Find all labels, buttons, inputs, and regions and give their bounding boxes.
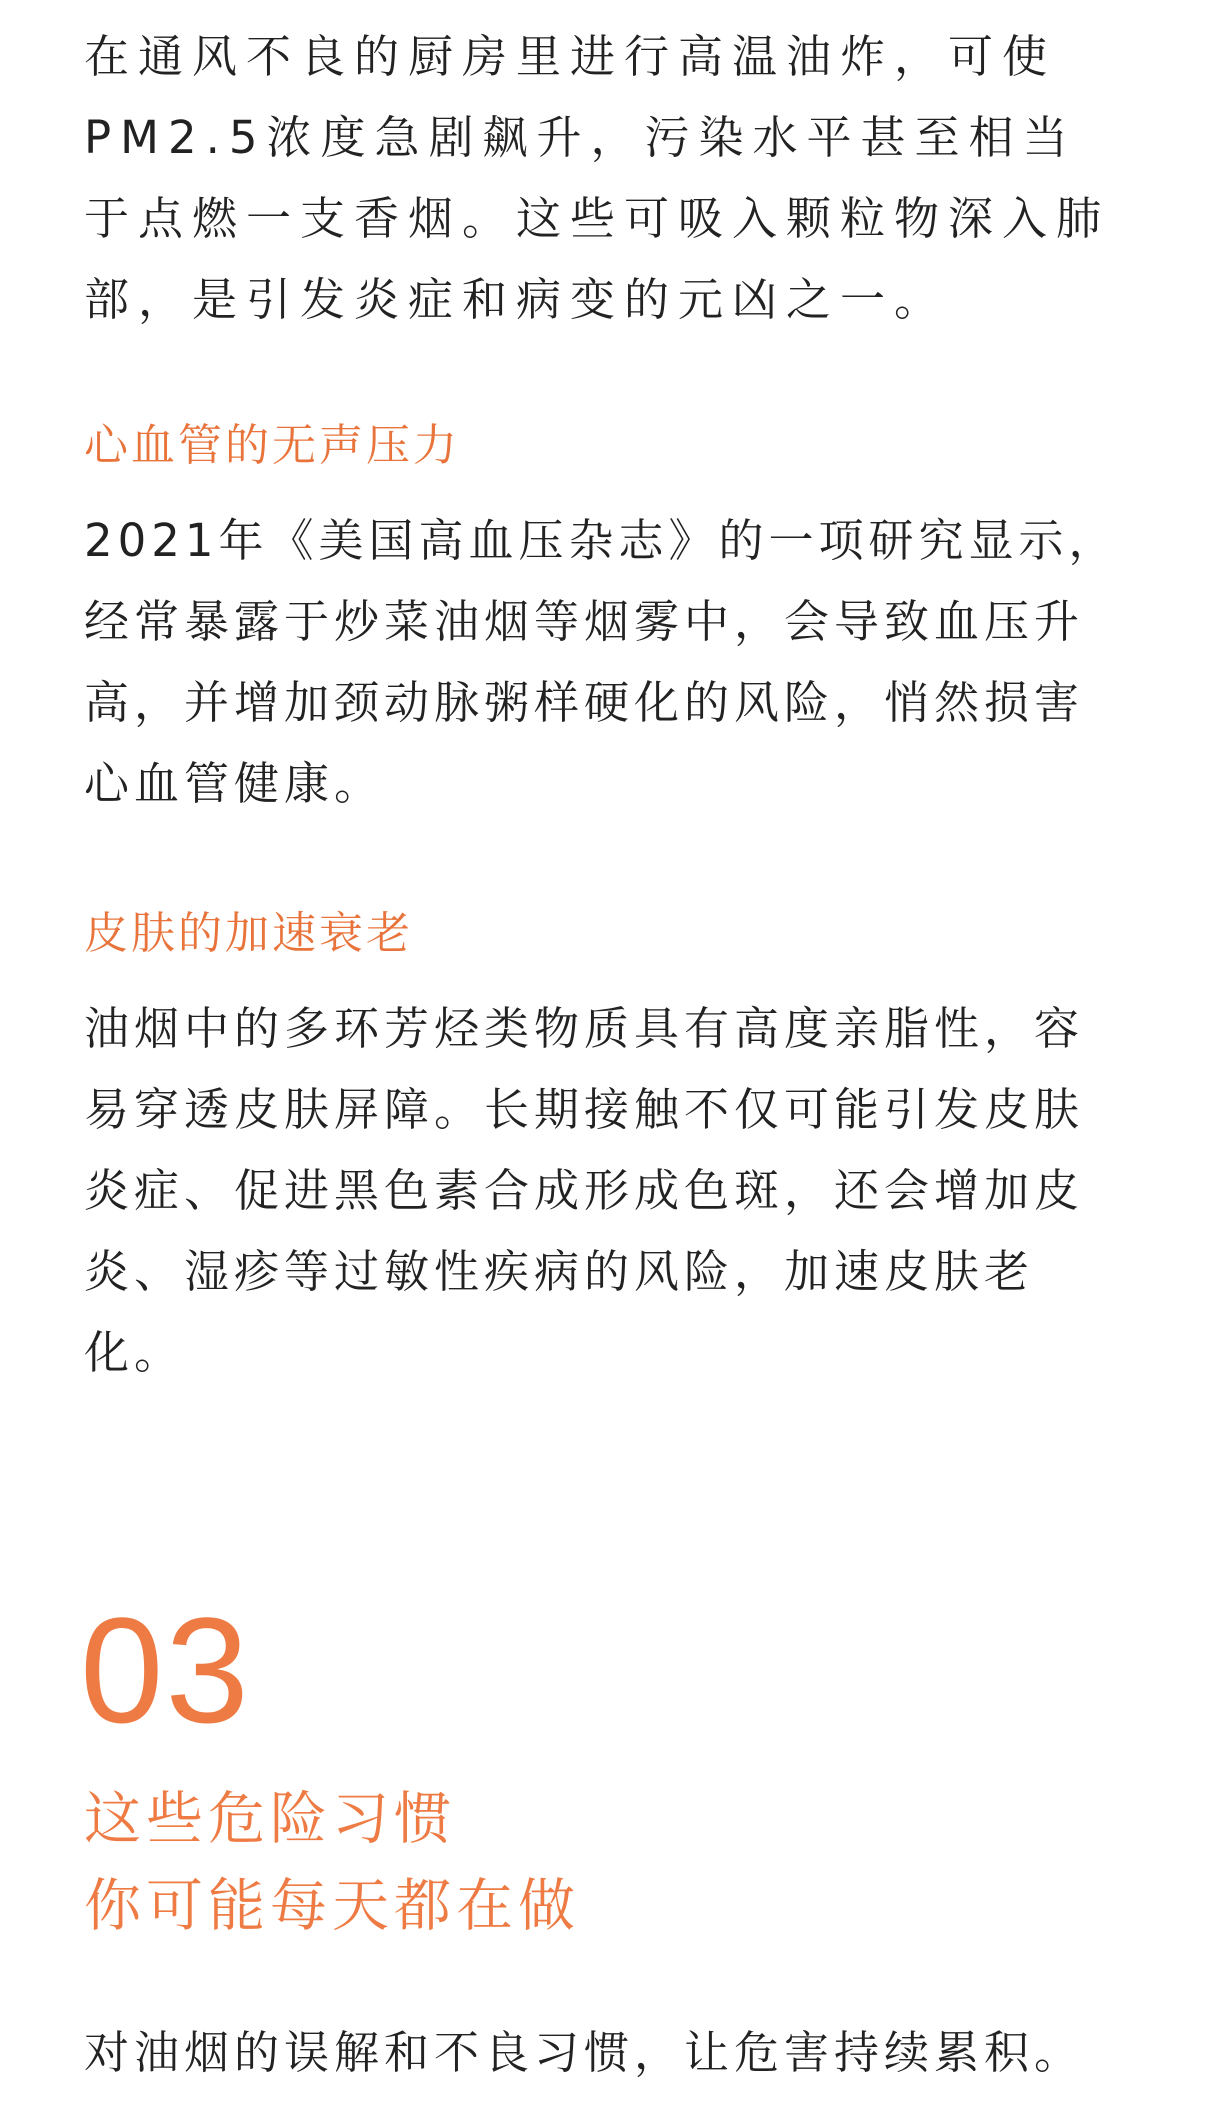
subheading-skin: 皮肤的加速衰老 xyxy=(84,908,413,959)
section-title-line-1: 这些危险习惯 xyxy=(84,1786,456,1852)
paragraph-habits: 对油烟的误解和不良习惯，让危害持续累积。 xyxy=(84,2026,1085,2079)
section-number: 03 xyxy=(80,1586,251,1754)
paragraph-intro: 在通风不良的厨房里进行高温油炸，可使PM2.5浓度急剧飙升，污染水平甚至相当于点燃一支香烟。这些可吸入颗粒物深入肺部，是引发炎症和病变的元凶之一。 xyxy=(84,30,1111,326)
section-title xyxy=(84,1776,580,1950)
subheading-cardiovascular: 心血管的无声压力 xyxy=(84,420,460,471)
paragraph-skin: 油烟中的多环芳烃类物质具有高度亲脂性，容易穿透皮肤屏障。长期接触不仅可能引发皮肤炎症、促进黑色素合成形成色斑，还会增加皮炎、湿疹等过敏性疾病的风险，加速皮肤老化。 xyxy=(84,1002,1085,1379)
section-title-line-2: 你可能每天都在做 xyxy=(84,1873,580,1939)
paragraph-cardiovascular: 2021年《美国高血压杂志》的一项研究显示，经常暴露于炒菜油烟等烟雾中，会导致血压升高，并增加颈动脉粥样硬化的风险，悄然损害心血管健康。 xyxy=(84,514,1119,810)
